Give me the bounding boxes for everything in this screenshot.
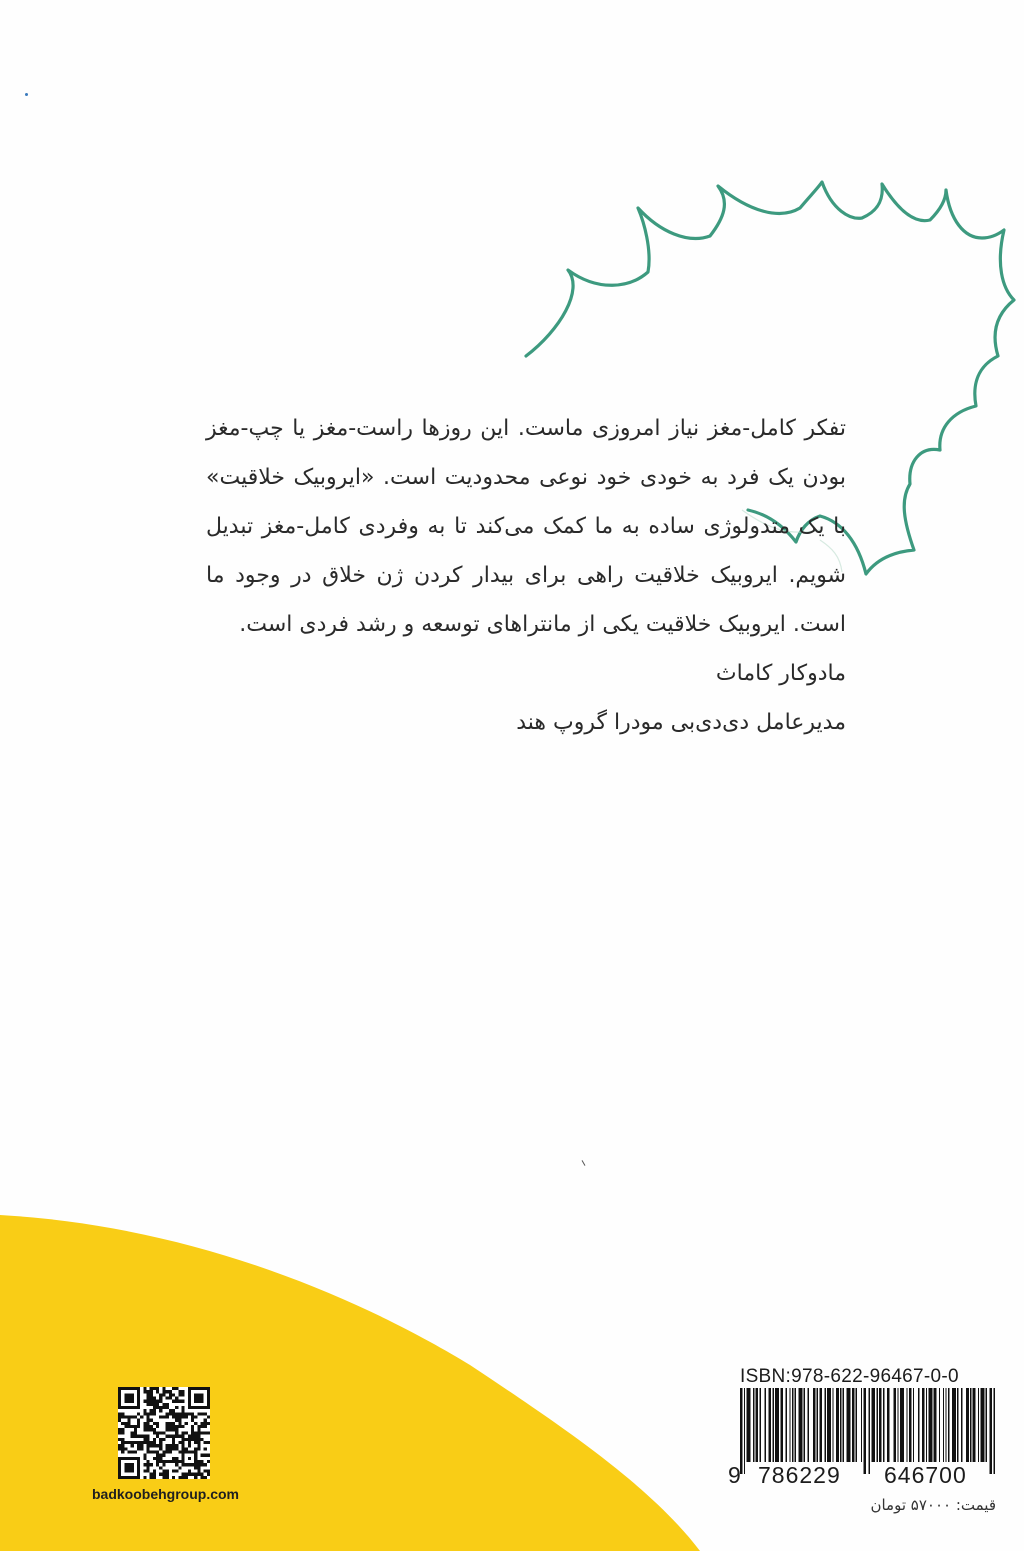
- qr-code-icon: [118, 1387, 210, 1479]
- barcode-digits-right: 646700: [884, 1462, 967, 1488]
- barcode-digits-left: 786229: [758, 1462, 841, 1488]
- price-label: قیمت: ۵۷۰۰۰ تومان: [870, 1496, 996, 1514]
- print-speck: [25, 93, 28, 96]
- isbn-label: ISBN:978-622-96467-0-0: [740, 1366, 959, 1387]
- publisher-url[interactable]: badkoobehgroup.com: [92, 1486, 239, 1502]
- barcode-digits: [728, 1462, 998, 1492]
- barcode-digit-first: 9: [728, 1462, 741, 1488]
- author-name: مادوکار کاماث: [715, 661, 846, 686]
- back-cover-blurb: [206, 404, 846, 747]
- author-title: مدیرعامل دی‌دی‌بی مودرا گروپ هند: [516, 710, 846, 735]
- print-speck: [582, 1160, 586, 1166]
- blurb-paragraph: تفکر کامل-مغز نیاز امروزی ماست. این روزها راست-مغز یا چپ-مغز بودن یک فرد به خودی خود نوعی محدودیت است. «ایروبیک خلاقیت» با یک متدولوژی ساده به ما کمک می‌کند تا به وفردی کامل-مغز تبدیل شویم. ایروبیک خلاقیت راهی برای بیدار کردن ژن خلاق در وجود ما است. ایروبیک خلاقیت یکی از مانتراهای توسعه و رشد فردی است.: [206, 416, 846, 637]
